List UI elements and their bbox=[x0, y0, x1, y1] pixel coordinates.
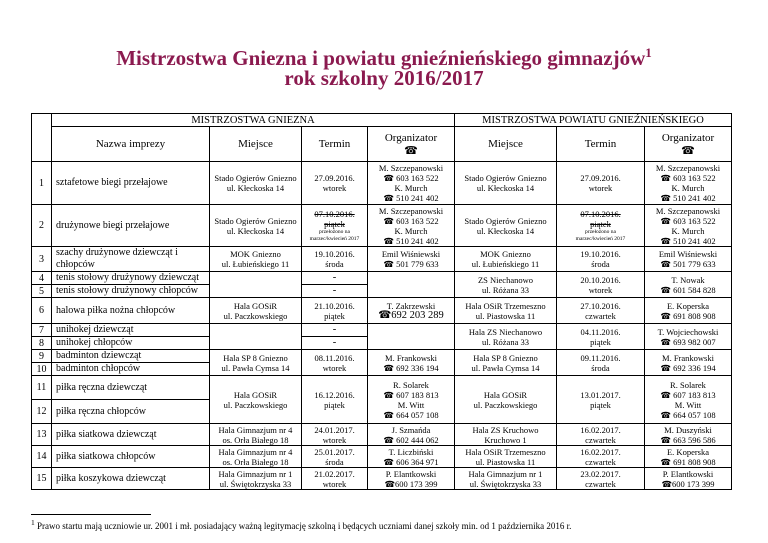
table-cell: 5 bbox=[32, 285, 52, 298]
cell-text: 27.09.2016. bbox=[580, 173, 621, 183]
cell-text: przełożono na bbox=[585, 228, 616, 235]
table-cell bbox=[368, 324, 455, 337]
table-cell bbox=[645, 350, 732, 376]
header-place: Miejsce bbox=[210, 127, 302, 162]
table-cell bbox=[368, 424, 455, 446]
table-cell bbox=[645, 247, 732, 272]
table-cell bbox=[645, 205, 732, 247]
cell-text: 27.09.2016. bbox=[314, 173, 355, 183]
table-row bbox=[32, 298, 732, 324]
cell-text: Hala SP 8 Gniezno bbox=[223, 352, 288, 363]
cell-text: Hala ZS Kruchowo bbox=[472, 424, 539, 435]
cell-text: ☎692 203 289 bbox=[378, 309, 444, 321]
cell-text: T. Wojciechowski bbox=[657, 326, 719, 337]
cell-text: Hala OSiR Trzemeszno bbox=[465, 300, 546, 311]
cell-text: ☎ 664 057 108 bbox=[383, 409, 439, 420]
table-cell bbox=[455, 350, 557, 376]
table-cell bbox=[368, 285, 455, 298]
header-organizer bbox=[368, 127, 455, 162]
cell-text: 19.10.2016. bbox=[314, 249, 355, 259]
cell-text: M. Frankowski bbox=[662, 352, 714, 363]
header-date: Termin bbox=[302, 127, 368, 162]
table-cell bbox=[557, 376, 645, 424]
cell-text: czwartek bbox=[585, 310, 616, 321]
cell-text: MOK Gniezno bbox=[230, 249, 281, 259]
cell-text: Hala ZS Niechanowo bbox=[468, 326, 543, 337]
table-cell bbox=[368, 162, 455, 205]
event-name: halowa piłka nożna chłopców bbox=[52, 298, 210, 324]
title-line-2: rok szkolny 2016/2017 bbox=[284, 66, 484, 90]
table-cell: - bbox=[302, 324, 368, 337]
cell-text: ul. Kłeckoska 14 bbox=[476, 183, 535, 193]
cell-text: M. Szczepanowski bbox=[378, 205, 444, 216]
cell-text: wtorek bbox=[588, 284, 613, 295]
table-cell: 13 bbox=[32, 424, 52, 446]
cell-text: K. Murch bbox=[671, 183, 705, 193]
cell-text: ☎ 602 444 062 bbox=[383, 434, 439, 445]
table-cell: 3 bbox=[32, 247, 52, 272]
cell-text: ☎ 510 241 402 bbox=[383, 193, 439, 203]
cell-text: 21.10.2016. bbox=[314, 300, 355, 311]
cell-text: ☎ 603 163 522 bbox=[660, 215, 716, 226]
cell-text: M. Witt bbox=[397, 399, 425, 410]
table-cell bbox=[557, 350, 645, 376]
table-cell bbox=[455, 424, 557, 446]
cell-text: ☎600 173 399 bbox=[384, 478, 438, 489]
cell-text: ul. Paczkowskiego bbox=[223, 310, 288, 321]
cell-text: T. Liczbiński bbox=[388, 446, 434, 457]
cell-text: Hala GOSiR bbox=[233, 389, 278, 400]
cell-text: 08.11.2016. bbox=[314, 352, 355, 363]
cell-text: ☎ 692 336 194 bbox=[660, 362, 716, 373]
cell-text: 16.02.2017. bbox=[580, 424, 621, 435]
page-subtitle bbox=[0, 66, 768, 91]
cell-text: ul. Kłeckoska 14 bbox=[226, 225, 285, 236]
cell-text: ul. Łubieńskiego 11 bbox=[471, 259, 540, 269]
table-cell bbox=[210, 350, 302, 376]
cell-text: M. Szczepanowski bbox=[378, 163, 444, 173]
table-cell bbox=[645, 446, 732, 468]
cell-text: środa bbox=[325, 259, 344, 269]
cell-text: M. Duszyński bbox=[664, 424, 712, 435]
cell-text: M. Szczepanowski bbox=[655, 163, 721, 173]
table-cell bbox=[455, 298, 557, 324]
table-cell bbox=[210, 162, 302, 205]
table-cell bbox=[302, 468, 368, 490]
cell-text: Hala Gimnazjum nr 4 bbox=[218, 424, 293, 435]
table-cell bbox=[645, 424, 732, 446]
cell-text: ☎ 603 163 522 bbox=[660, 173, 716, 183]
table-cell bbox=[210, 337, 302, 350]
cell-text: ☎ 663 596 586 bbox=[660, 434, 716, 445]
cell-text: 16.12.2016. bbox=[314, 389, 355, 400]
cell-text: Hala Gimnazjum nr 1 bbox=[218, 468, 293, 479]
cell-text: ul. Różana 33 bbox=[482, 336, 529, 347]
title-footnote-mark: 1 bbox=[645, 45, 652, 60]
cell-text: piątek bbox=[590, 399, 611, 410]
table-cell bbox=[210, 446, 302, 468]
cell-text: P. Elantkowski bbox=[662, 468, 714, 479]
cell-text: środa bbox=[591, 259, 610, 269]
cell-text: ☎ 664 057 108 bbox=[660, 409, 716, 420]
cell-text: Stado Ogierów Gniezno bbox=[214, 215, 297, 226]
table-cell bbox=[645, 468, 732, 490]
table-cell bbox=[557, 468, 645, 490]
cell-text: ☎ 603 163 522 bbox=[383, 173, 439, 183]
cell-text: Hala Gimnazjum nr 1 bbox=[468, 468, 543, 479]
cell-text: 09.11.2016. bbox=[580, 352, 621, 363]
event-name: sztafetowe biegi przełajowe bbox=[52, 162, 210, 205]
cell-text: M. Frankowski bbox=[385, 352, 437, 363]
cell-text: J. Szmańda bbox=[391, 424, 431, 435]
event-name: badminton chłopców bbox=[52, 363, 210, 376]
cell-text: ul. Łubieńskiego 11 bbox=[221, 259, 290, 269]
cell-text: czwartek bbox=[585, 456, 616, 467]
cell-text: Hala SP 8 Gniezno bbox=[473, 352, 538, 363]
table-cell bbox=[557, 162, 645, 205]
table-row bbox=[32, 424, 732, 446]
cell-text: Kruchowo 1 bbox=[484, 434, 527, 445]
cell-text: 24.01.2017. bbox=[314, 424, 355, 435]
cell-text: wtorek bbox=[588, 183, 613, 193]
cell-text: Stado Ogierów Gniezno bbox=[464, 215, 547, 226]
table-cell bbox=[645, 298, 732, 324]
table-cell bbox=[302, 298, 368, 324]
cell-text: ☎600 173 399 bbox=[661, 478, 715, 489]
table-row bbox=[32, 205, 732, 247]
table-cell: 8 bbox=[32, 337, 52, 350]
cell-text: ul. Piastowska 11 bbox=[475, 456, 536, 467]
table-row bbox=[32, 446, 732, 468]
section-city: MISTRZOSTWA GNIEZNA bbox=[52, 114, 455, 127]
header-place-county: Miejsce bbox=[455, 127, 557, 162]
cell-text: ☎ 607 183 813 bbox=[383, 389, 439, 400]
table-cell bbox=[455, 162, 557, 205]
table-row bbox=[32, 468, 732, 490]
cell-text: ☎ 601 584 828 bbox=[660, 284, 716, 295]
corner-cell bbox=[32, 114, 52, 162]
cell-text: Hala GOSiR bbox=[483, 389, 528, 400]
cell-text: czwartek bbox=[585, 434, 616, 445]
table-row bbox=[32, 247, 732, 272]
cell-text: marzec/kwiecień 2017 bbox=[309, 235, 360, 242]
table-cell bbox=[557, 446, 645, 468]
cell-text: ul. Świętokrzyska 33 bbox=[219, 478, 292, 489]
cell-text: wtorek bbox=[322, 362, 347, 373]
table-cell bbox=[210, 205, 302, 247]
cell-text: 13.01.2017. bbox=[580, 389, 621, 400]
table-cell bbox=[557, 205, 645, 247]
cell-text: ☎ 693 982 007 bbox=[660, 336, 716, 347]
title-line-1: Mistrzostwa Gniezna i powiatu gnieźnieńskiego gimnazjów bbox=[116, 46, 646, 70]
cell-text: 25.01.2017. bbox=[314, 446, 355, 457]
cell-text: ul. Kłeckoska 14 bbox=[226, 183, 285, 193]
table-cell: 7 bbox=[32, 324, 52, 337]
cell-text: K. Murch bbox=[671, 225, 705, 236]
table-cell bbox=[557, 424, 645, 446]
table-cell bbox=[210, 285, 302, 298]
cell-text: ul. Różana 33 bbox=[482, 284, 529, 295]
table-cell bbox=[210, 376, 302, 424]
table-cell: 1 bbox=[32, 162, 52, 205]
event-name: badminton dziewcząt bbox=[52, 350, 210, 363]
cell-text: ul. Pawła Cymsa 14 bbox=[471, 362, 540, 373]
event-name: szachy drużynowe dziewcząt i chłopców bbox=[52, 247, 210, 272]
table-cell: 2 bbox=[32, 205, 52, 247]
cell-text: ☎ 692 336 194 bbox=[383, 362, 439, 373]
cell-text: 07.10.2016. bbox=[314, 208, 355, 219]
table-cell bbox=[302, 424, 368, 446]
cell-text: P. Elantkowski bbox=[385, 468, 437, 479]
table-cell bbox=[455, 468, 557, 490]
table-cell: 9 bbox=[32, 350, 52, 363]
cell-text: 16.02.2017. bbox=[580, 446, 621, 457]
table-cell bbox=[302, 247, 368, 272]
cell-text: Emil Wiśniewski bbox=[658, 249, 718, 259]
event-name: unihokej chłopców bbox=[52, 337, 210, 350]
event-name: piłka siatkowa chłopców bbox=[52, 446, 210, 468]
cell-text: 20.10.2016. bbox=[580, 274, 621, 285]
cell-text: piątek bbox=[590, 218, 611, 229]
cell-text: ul. Świętokrzyska 33 bbox=[469, 478, 542, 489]
cell-text: ☎ 510 241 402 bbox=[383, 235, 439, 246]
cell-text: Stado Ogierów Gniezno bbox=[214, 173, 297, 183]
cell-text: przełożono na bbox=[319, 228, 350, 235]
table-cell bbox=[368, 350, 455, 376]
table-cell bbox=[210, 324, 302, 337]
cell-text: 07.10.2016. bbox=[580, 208, 621, 219]
table-cell bbox=[368, 376, 455, 424]
table-row bbox=[32, 376, 732, 400]
cell-text: środa bbox=[591, 362, 610, 373]
cell-text: M. Szczepanowski bbox=[655, 205, 721, 216]
cell-text: ☎ 691 808 908 bbox=[660, 310, 716, 321]
cell-text: ☎ 510 241 402 bbox=[660, 193, 716, 203]
header-date-county: Termin bbox=[557, 127, 645, 162]
cell-text: środa bbox=[325, 456, 344, 467]
cell-text: ZS Niechanowo bbox=[477, 274, 533, 285]
event-name: drużynowe biegi przełajowe bbox=[52, 205, 210, 247]
event-name: piłka ręczna dziewcząt bbox=[52, 376, 210, 400]
table-row bbox=[32, 162, 732, 205]
table-cell bbox=[645, 324, 732, 350]
table-cell: - bbox=[302, 272, 368, 285]
table-cell bbox=[455, 205, 557, 247]
cell-text: os. Orła Białego 18 bbox=[222, 434, 289, 445]
table-row bbox=[32, 324, 732, 337]
table-cell bbox=[645, 376, 732, 424]
table-cell bbox=[455, 376, 557, 424]
cell-text: K. Murch bbox=[394, 225, 428, 236]
cell-text: T. Nowak bbox=[671, 274, 705, 285]
cell-text: os. Orła Białego 18 bbox=[222, 456, 289, 467]
header-event: Nazwa imprezy bbox=[52, 127, 210, 162]
table-cell bbox=[455, 247, 557, 272]
cell-text: marzec/kwiecień 2017 bbox=[575, 235, 626, 242]
table-cell bbox=[455, 324, 557, 350]
table-cell bbox=[368, 298, 455, 324]
cell-text: Hala GOSiR bbox=[233, 300, 278, 311]
footnote-text: Prawo startu mają uczniowie ur. 2001 i mł. posiadający ważną legitymację szkolną i będących uczniami danej szkoły min. od 1 października 2016 r. bbox=[37, 521, 572, 531]
table-cell bbox=[455, 272, 557, 298]
table-cell: 10 bbox=[32, 363, 52, 376]
table-cell bbox=[455, 446, 557, 468]
event-name: piłka ręczna chłopców bbox=[52, 400, 210, 424]
cell-text: czwartek bbox=[585, 478, 616, 489]
table-cell bbox=[302, 376, 368, 424]
cell-text: wtorek bbox=[322, 434, 347, 445]
table-cell bbox=[645, 162, 732, 205]
cell-text: R. Solarek bbox=[393, 379, 429, 390]
cell-text: ul. Paczkowskiego bbox=[223, 399, 288, 410]
cell-text: Organizator bbox=[661, 131, 715, 144]
table-cell: 11 bbox=[32, 376, 52, 400]
cell-text: wtorek bbox=[322, 478, 347, 489]
table-cell bbox=[210, 298, 302, 324]
table-cell bbox=[302, 162, 368, 205]
cell-text: ul. Kłeckoska 14 bbox=[476, 225, 535, 236]
table-cell bbox=[368, 272, 455, 285]
table-cell bbox=[368, 468, 455, 490]
cell-text: E. Koperska bbox=[666, 300, 709, 311]
cell-text: K. Murch bbox=[394, 183, 428, 193]
table-cell bbox=[302, 205, 368, 247]
cell-text: Hala OSiR Trzemeszno bbox=[465, 446, 546, 457]
cell-text: E. Koperska bbox=[666, 446, 709, 457]
table-cell bbox=[210, 468, 302, 490]
footnote-mark: 1 bbox=[31, 518, 35, 527]
cell-text: wtorek bbox=[322, 183, 347, 193]
cell-text: ul. Piastowska 11 bbox=[475, 310, 536, 321]
table-cell: 15 bbox=[32, 468, 52, 490]
schedule-table bbox=[31, 113, 732, 490]
table-cell bbox=[645, 272, 732, 298]
table-cell bbox=[557, 298, 645, 324]
cell-text: ☎ 603 163 522 bbox=[383, 215, 439, 226]
cell-text: ul. Pawła Cymsa 14 bbox=[221, 362, 290, 373]
table-cell bbox=[368, 337, 455, 350]
table-cell bbox=[557, 272, 645, 298]
cell-text: Emil Wiśniewski bbox=[381, 249, 441, 259]
table-cell bbox=[368, 205, 455, 247]
table-cell bbox=[557, 247, 645, 272]
cell-text: ul. Paczkowskiego bbox=[473, 399, 538, 410]
phone-icon: ☎ bbox=[404, 144, 418, 157]
cell-text: piątek bbox=[324, 399, 345, 410]
table-cell bbox=[302, 350, 368, 376]
cell-text: piątek bbox=[324, 218, 345, 229]
header-organizer-county bbox=[645, 127, 732, 162]
event-name: tenis stołowy drużynowy dziewcząt bbox=[52, 272, 210, 285]
cell-text: piątek bbox=[324, 310, 345, 321]
cell-text: MOK Gniezno bbox=[480, 249, 531, 259]
table-cell bbox=[210, 424, 302, 446]
cell-text: 04.11.2016. bbox=[580, 326, 621, 337]
cell-text: 19.10.2016. bbox=[580, 249, 621, 259]
cell-text: 21.02.2017. bbox=[314, 468, 355, 479]
footnote-divider bbox=[31, 514, 151, 515]
footnote bbox=[31, 518, 571, 531]
section-county: MISTRZOSTWA POWIATU GNIEŹNIEŃSKIEGO bbox=[455, 114, 732, 127]
table-cell: - bbox=[302, 337, 368, 350]
event-name: piłka siatkowa dziewcząt bbox=[52, 424, 210, 446]
table-cell: 14 bbox=[32, 446, 52, 468]
cell-text: piątek bbox=[590, 336, 611, 347]
cell-text: M. Witt bbox=[674, 399, 702, 410]
phone-icon: ☎ bbox=[681, 144, 695, 157]
cell-text: R. Solarek bbox=[670, 379, 706, 390]
table-cell: 4 bbox=[32, 272, 52, 285]
cell-text: Hala Gimnazjum nr 4 bbox=[218, 446, 293, 457]
table-row bbox=[32, 350, 732, 363]
table-cell: - bbox=[302, 285, 368, 298]
event-name: tenis stołowy drużynowy chłopców bbox=[52, 285, 210, 298]
table-cell bbox=[302, 446, 368, 468]
table-row bbox=[32, 272, 732, 285]
cell-text: Stado Ogierów Gniezno bbox=[464, 173, 547, 183]
table-cell: 6 bbox=[32, 298, 52, 324]
table-cell bbox=[368, 247, 455, 272]
cell-text: 27.10.2016. bbox=[580, 300, 621, 311]
cell-text: ☎ 606 364 971 bbox=[383, 456, 439, 467]
cell-text: Organizator bbox=[384, 131, 438, 144]
cell-text: ☎ 510 241 402 bbox=[660, 235, 716, 246]
table-cell: 12 bbox=[32, 400, 52, 424]
event-name: unihokej dziewcząt bbox=[52, 324, 210, 337]
cell-text: 23.02.2017. bbox=[580, 468, 621, 479]
cell-text: ☎ 691 808 908 bbox=[660, 456, 716, 467]
table-cell bbox=[210, 247, 302, 272]
cell-text: ☎ 501 779 633 bbox=[383, 259, 439, 269]
cell-text: ☎ 501 779 633 bbox=[660, 259, 716, 269]
table-cell bbox=[368, 446, 455, 468]
table-cell bbox=[557, 324, 645, 350]
cell-text: T. Zakrzewski bbox=[386, 300, 436, 311]
table-cell bbox=[210, 272, 302, 285]
cell-text: ☎ 607 183 813 bbox=[660, 389, 716, 400]
event-name: piłka koszykowa dziewcząt bbox=[52, 468, 210, 490]
